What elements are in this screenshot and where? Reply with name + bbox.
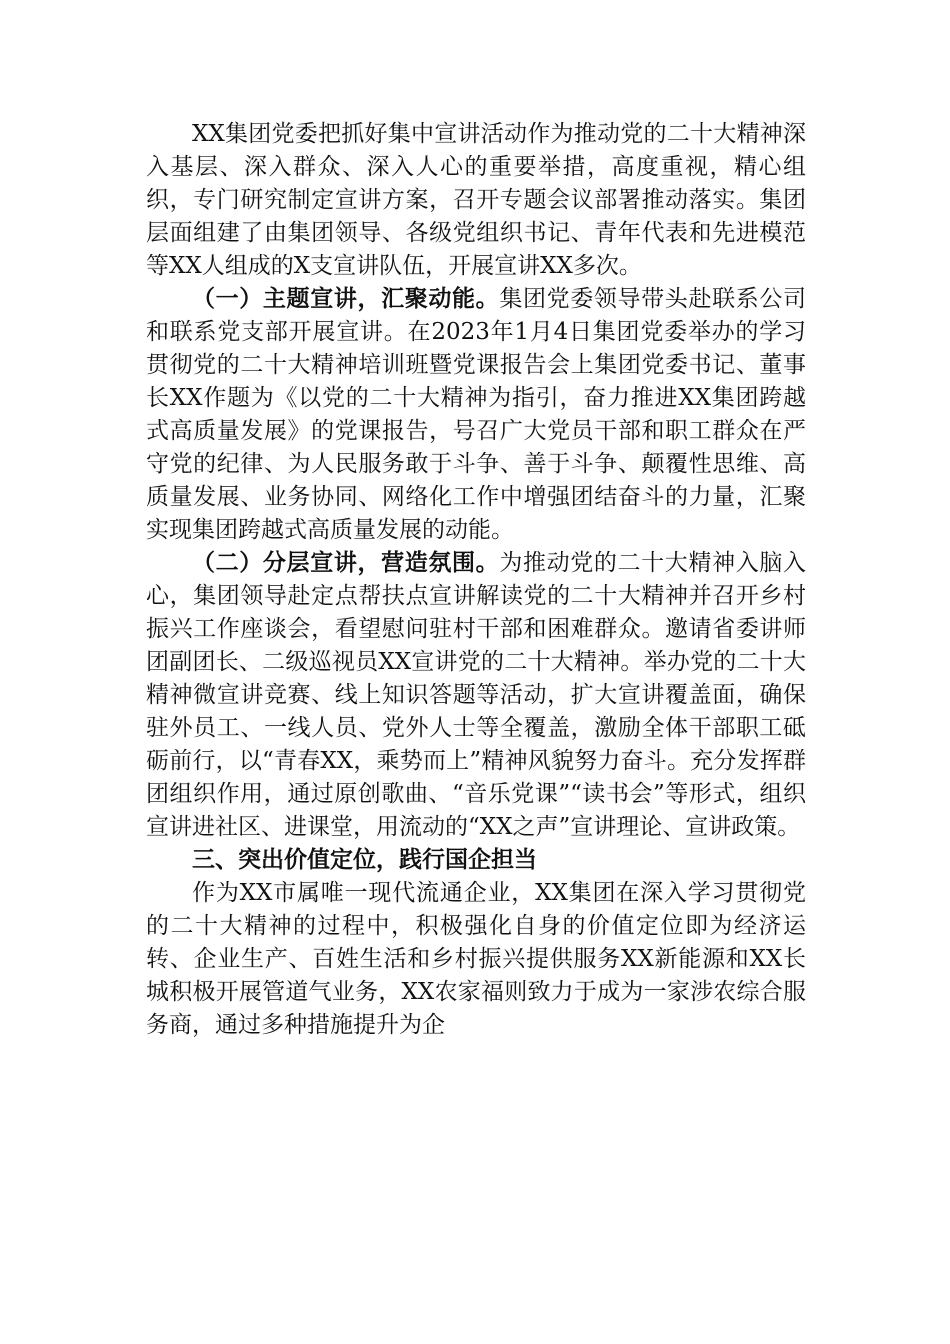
paragraph-layered-lecture-text: 为推动党的二十大精神入脑入心，集团领导赴定点帮扶点宣讲解读党的二十大精神并召开乡村振兴工作座谈会，看望慰问驻村干部和困难群众。邀请省委讲师团副团长、二级巡视员XX宣讲党的二十大精神。举办党的二十大精神微宣讲竞赛、线上知识答题等活动，扩大宣讲覆盖面，确保驻外员工、一线人员、党外人士等全覆盖，激励全体干部职工砥砺前行，以“青春XX，乘势而上”精神风貌努力奋斗。充分发挥群团组织作用，通过原创歌曲、“音乐党课”“读书会”等形式，组织宣讲进社区、进课堂，用流动的“XX之声”宣讲理论、宣讲政策。 [146,550,807,840]
paragraph-layered-lecture [146,547,806,844]
document-page [146,118,806,1042]
paragraph-theme-lecture-lead: （一）主题宣讲，汇聚动能。 [192,286,500,312]
paragraph-value-positioning-text: 作为XX市属唯一现代流通企业，XX集团在深入学习贯彻党的二十大精神的过程中，积极强化自身的价值定位即为经济运转、企业生产、百姓生活和乡村振兴提供服务XX新能源和XX长城积极开展管道气业务，XX农家福则致力于成为一家涉农综合服务商，通过多种措施提升为企 [146,880,806,1038]
paragraph-intro [146,118,806,283]
paragraph-intro-text: XX集团党委把抓好集中宣讲活动作为推动党的二十大精神深入基层、深入群众、深入人心的重要举措，高度重视，精心组织，专门研究制定宣讲方案，召开专题会议部署推动落实。集团层面组建了由集团领导、各级党组织书记、青年代表和先进模范等XX人组成的X支宣讲队伍，开展宣讲XX多次。 [146,121,806,279]
section-heading: 三、突出价值定位，践行国企担当 [192,847,537,873]
paragraph-theme-lecture-text: 集团党委领导带头赴联系公司和联系党支部开展宣讲。在2023年1月4日集团党委举办的学习贯彻党的二十大精神培训班暨党课报告会上集团党委书记、董事长XX作题为《以党的二十大精神为指引，奋力推进XX集团跨越式高质量发展》的党课报告，号召广大党员干部和职工群众在严守党的纪律、为人民服务敢于斗争、善于斗争、颠覆性思维、高质量发展、业务协同、网络化工作中增强团结奋斗的力量，汇聚实现集团跨越式高质量发展的动能。 [146,286,807,543]
paragraph-layered-lecture-lead: （二）分层宣讲，营造氛围。 [192,550,500,576]
paragraph-theme-lecture [146,283,806,547]
paragraph-value-positioning [146,877,806,1042]
